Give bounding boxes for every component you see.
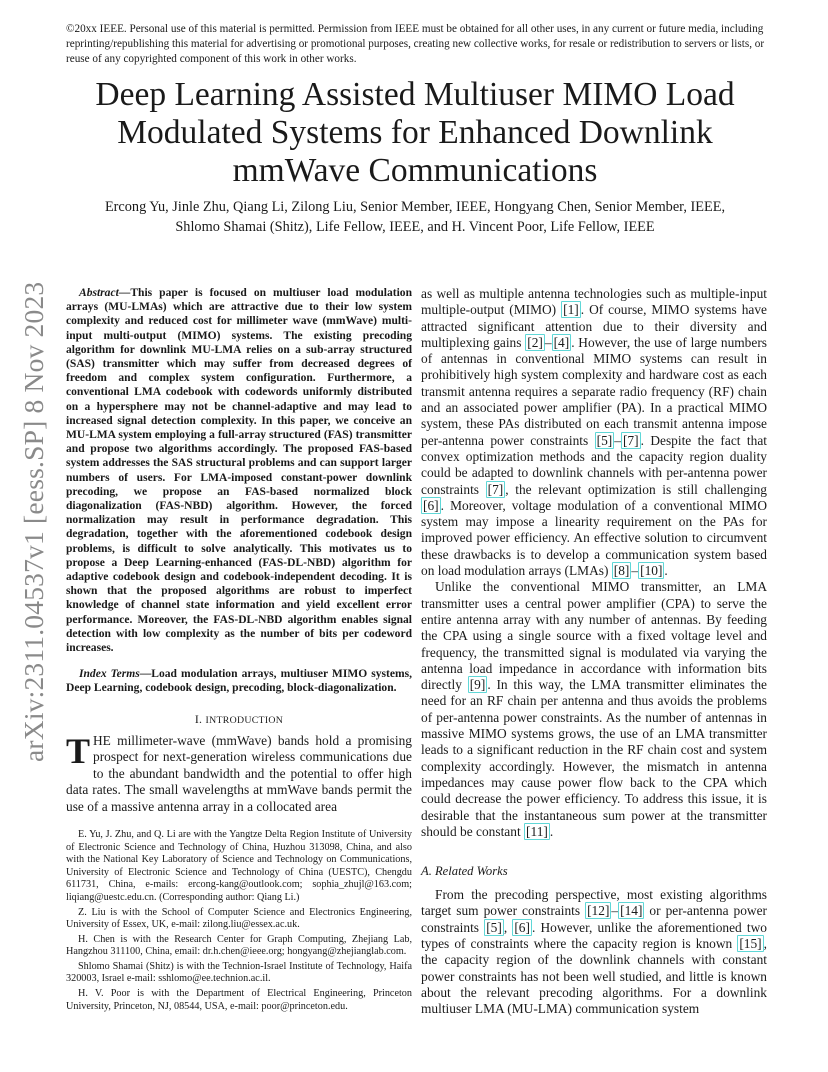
citation-link[interactable]: [10] [640, 563, 663, 579]
subsection-heading-related-works: A. Related Works [421, 864, 508, 879]
citation-link[interactable]: [15] [739, 935, 762, 951]
title-line: mmWave Communications [232, 152, 598, 189]
arxiv-watermark: arXiv:2311.04537v1 [eess.SP] 8 Nov 2023 [18, 281, 49, 762]
footnote: Shlomo Shamai (Shitz) is with the Technion-Israel Institute of Technology, Haifa 320003, Israel e-mail: sshlomo@ee.technion.ac.il. [66, 960, 412, 985]
abstract [66, 286, 412, 655]
abstract-label: Abstract [79, 287, 119, 299]
citation-link[interactable]: [12] [587, 903, 610, 919]
citation-link[interactable]: [6] [423, 497, 439, 513]
footnote: H. Chen is with the Research Center for Graph Computing, Zhejiang Lab, Hangzhou 311100, China, email: dr.h.chen@ieee.org; hongyang@zhejianglab.com. [66, 933, 412, 958]
right-column [421, 286, 767, 1017]
citation-link[interactable]: [7] [487, 481, 504, 497]
citation-link[interactable]: [2] [527, 334, 543, 350]
citation-link[interactable]: [8] [613, 563, 630, 579]
title-line: Deep Learning Assisted Multiuser MIMO Load [95, 76, 735, 113]
drop-cap: T [66, 730, 91, 771]
citation-link[interactable]: [5] [596, 432, 613, 448]
footnote: Z. Liu is with the School of Computer Science and Electronics Engineering, University of Essex, UK, e-mail: zilong.liu@essex.ac.uk. [66, 906, 412, 931]
affiliation-footnotes [66, 829, 412, 1013]
author-line: Ercong Yu, Jinle Zhu, Qiang Li, Zilong Liu, Senior Member, IEEE, Hongyang Chen, Senior Member, IEEE, [104, 199, 726, 215]
title-line: Modulated Systems for Enhanced Downlink [117, 114, 713, 151]
index-terms-text: —Load modulation arrays, multiuser MIMO systems, Deep Learning, codebook design, precoding, block-diagonalization. [66, 668, 413, 695]
author-list [60, 197, 770, 237]
left-column [66, 286, 412, 1015]
abstract-text: —This paper is focused on multiuser load modulation arrays (MU-LMAs) which are attractive due to their low system complexity and reduced cost for millimeter wave (mmWave) multi-input multi-output (MIMO) systems. The existing precoding algorithm for downlink MU-LMA relies on a sub-array structured (SAS) transmitter which may suffer from decreased degrees of freedom and complex system configuration. Furthermore, a conventional LMA codebook with codewords uniformly distributed on a hypersphere may not be channel-adaptive and may lead to increased signal detection complexity. In this paper, we conceive an MU-LMA system employing a full-array structured (FAS) transmitter and propose two algorithms accordingly. The proposed FAS-based system addresses the SAS structural problems and can support larger numbers of users. For LMA-imposed constant-power downlink precoding, we propose an FAS-based normalized block diagonalization (FAS-NBD) algorithm. However, the forced normalization may result in performance degradation. This degradation, together with the aforementioned codebook design problems, is difficult to solve analytically. This motivates us to propose a Deep Learning-enhanced (FAS-DL-NBD) algorithm for adaptive codebook design and codebook-independent decoding. It is shown that the proposed algorithms are robust to imperfect knowledge of channel state information and yield excellent error performance. Moreover, the FAS-DL-NBD algorithm enables signal detection with low complexity as the number of bits per codeword increases. [66, 287, 412, 655]
footnote: H. V. Poor is with the Department of Electrical Engineering, Princeton University, Princeton, NJ, 08544, USA, e-mail: poor@princeton.edu. [66, 988, 412, 1012]
citation-link[interactable]: [9] [469, 677, 486, 693]
citation-link[interactable]: [6] [514, 919, 530, 935]
index-terms-label: Index Terms [79, 668, 140, 681]
copyright-notice: ©20xx IEEE. Personal use of this material is permitted. Permission from IEEE must be obtained for all other uses, in any current or future media, including reprinting/republishing this material for advertising or promotional purposes, creating new collective works, for resale or redistribution to servers or lists, or reuse of any copyrighted component of this work in other works. [66, 23, 765, 65]
intro-text: HE millimeter-wave (mmWave) bands hold a promising prospect for next-generation wireless communications due to the abundant bandwidth and the potential to offer high data rates. The small wavelengths at mmWave bands permit the use of a massive antenna array in a collocated area [66, 732, 412, 814]
citation-link[interactable]: [1] [563, 302, 579, 318]
citation-link[interactable]: [11] [526, 823, 548, 839]
body-paragraph: Unlike the conventional MIMO transmitter, an LMA transmitter uses a central power amplifier (CPA) to serve the entire antenna array with any number of antennas. By feeding the CPA using a single source with a fixed voltage level and frequency, the transmitted signal is modulated via varying the antenna load impedance in accordance with information bits directly [9] . In this way, the LMA transmitter eliminates the need for an RF chain per antenna and thus avoids the problems of per-antenna power constraints. As the number of antennas in massive MIMO systems grows, the use of an LMA transmitter leads to a significant reduction in the RF chain cost and system complexity accordingly. However, the mismatch in antenna impedances may cause power flow back to the CPA which could decrease the power efficiency. To address this issue, it is desirable that the instantaneous sum power at the transmitter should be constant [11] . [421, 579, 767, 839]
citation-link[interactable]: [4] [553, 334, 570, 350]
index-terms [66, 667, 412, 695]
body-paragraph: as well as multiple antenna technologies such as multiple-input multiple-output (MIMO) [1] . Of course, MIMO systems have attracted significant attention due to their diversity and multiplexing gains [2] – [4] . However, the use of large numbers of antennas in conventional MIMO systems can result in prohibitively high system complexity and hardware cost as each transmit antenna requires a separate radio frequency (RF) chain and an associated power amplifier (PA). In a practical MIMO system, these PAs distributed on each transmit antenna impose per-antenna power constraints [5] – [7] . Despite the fact that convex optimization methods and the capacity region duality could be adapted to downlink channels with per-antenna power constraints [7] , the relevant optimization is still challenging [6] . Moreover, voltage modulation of a conventional MIMO system may impose a linearity requirement on the PAs for improved power efficiency. An effective solution to circumvent these drawbacks is to develop a communication system based on load modulation arrays (LMAs) [8] – [10] . [421, 286, 768, 579]
author-line: Shlomo Shamai (Shitz), Life Fellow, IEEE, and H. Vincent Poor, Life Fellow, IEEE [175, 219, 655, 235]
footnote: E. Yu, J. Zhu, and Q. Li are with the Yangtze Delta Region Institute of University of Electronic Science and Technology of China, Huzhou 313098, China, and also with the National Key Laboratory of Science and Technology on Communications, University of Electronic Science and Technology of China (UESTC), Chengdu 611731, China, e-mails: ercong-kang@outlook.com; sophia_zhujl@163.com; liqiang@uestc.edu.cn. (Corresponding author: Qiang Li.) [66, 828, 412, 903]
intro-paragraph [66, 730, 412, 815]
body-paragraph: From the precoding perspective, most existing algorithms target sum power constraints [12] – [14] or per-antenna power constraints [5] , [6] . However, unlike the aforementioned two types of constraints where the capacity region is known [15] , the capacity region of the downlink channels with constant power constraints has not been well studied, and little is known about the relevant precoding algorithms. For a downlink multiuser LMA (MU-LMA) communication system [421, 887, 767, 1017]
citation-link[interactable]: [5] [486, 919, 502, 935]
paper-title [60, 76, 770, 190]
citation-link[interactable]: [14] [620, 903, 643, 919]
section-title: INTRODUCTION [205, 714, 284, 726]
citation-link[interactable]: [7] [622, 432, 639, 448]
section-heading-introduction: I. INTRODUCTION [194, 711, 284, 726]
